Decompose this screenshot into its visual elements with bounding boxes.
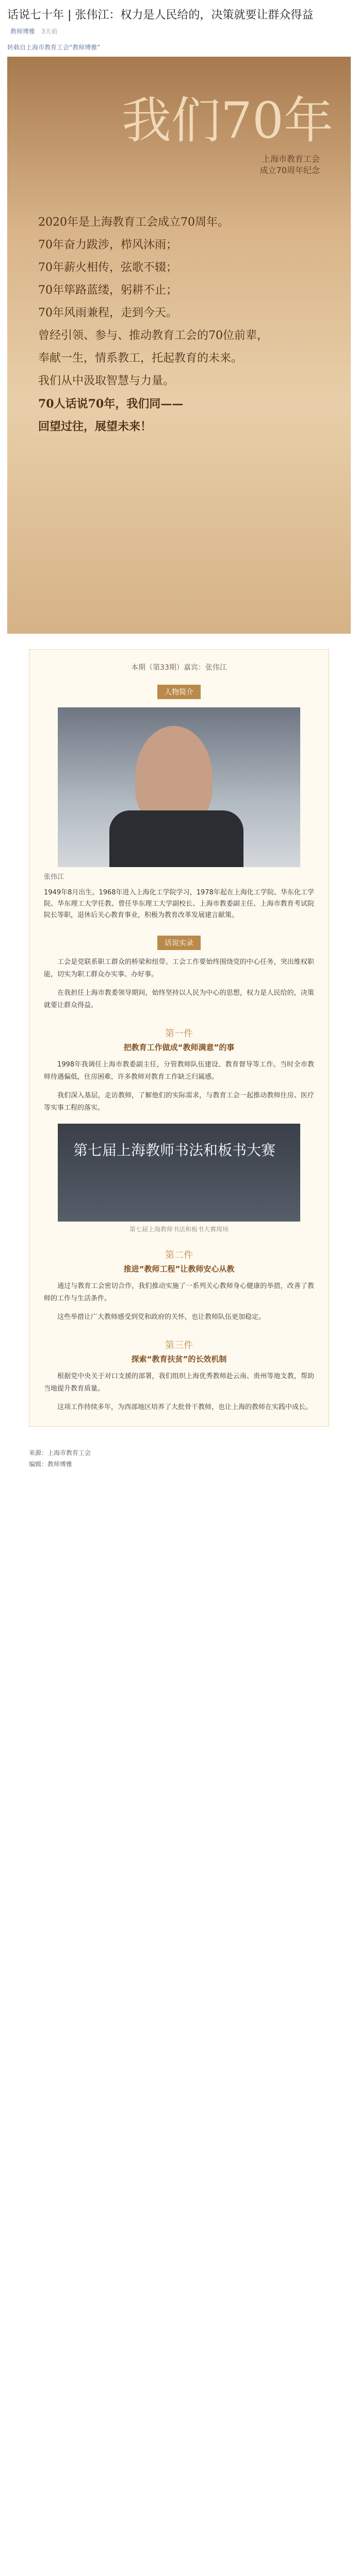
poster-big-text: 我们70年 xyxy=(121,92,333,149)
poem-line: 奉献一生，情系教工，托起教育的未来。 xyxy=(38,352,243,365)
person-name: 张伟江 xyxy=(44,873,64,881)
portrait-photo xyxy=(58,707,300,867)
photo-caption: 第七届上海教师书法和板书大赛现场 xyxy=(129,1226,229,1233)
poster-sub1: 上海市教育工会 xyxy=(262,154,320,164)
poem-line: 70年风雨兼程，走到今天。 xyxy=(38,307,177,319)
section-number: 第二件 xyxy=(165,1250,193,1261)
body-paragraph: 这项工作持续多年，为西部地区培养了大批骨干教师，也让上海的教师在实践中成长。 xyxy=(57,1403,313,1411)
body-paragraph: 根据党中央关于对口支援的部署，我们组织上海优秀教师赴云南、贵州等地支教，帮助当地提升教育质量。 xyxy=(44,1372,314,1393)
person-bio: 1949年8月出生。1968年进入上海化工学院学习，1978年起在上海化工学院、华东化工学院、华东理工大学任教、曾任华东理工大学副校长、上海市教委副主任、上海市教育考试院院长等职，退休后关心教育事业，积极为教育改革发展建言献策。 xyxy=(44,889,314,919)
body-paragraph: 通过与教育工会密切合作，我们推动实施了一系列关心教师身心健康的举措，改善了教师的工作与生活条件。 xyxy=(44,1282,314,1302)
article-meta xyxy=(7,27,351,36)
section-title: 推进“教师工程”让教师安心从教 xyxy=(123,1264,235,1274)
poster-subtitle xyxy=(260,154,320,176)
article-footer xyxy=(29,1447,329,1470)
body-paragraph: 这些举措让广大教师感受到党和政府的关怀，也让教师队伍更加稳定。 xyxy=(57,1313,266,1321)
footer-source: 来源：上海市教育工会 xyxy=(29,1449,91,1456)
intro-paragraph: 工会是党联系职工群众的桥梁和纽带。工会工作要始终围绕党的中心任务，突出维权职能，切实为职工群众办实事、办好事。 xyxy=(44,958,314,978)
article-date: 3天前 xyxy=(41,28,58,35)
section-number: 第一件 xyxy=(165,1028,193,1039)
record-tag: 话说实录 xyxy=(157,936,201,950)
issue-line: 本期（第33期）嘉宾：张伟江 xyxy=(131,664,227,672)
poem-line: 70年奋力跋涉，栉风沐雨； xyxy=(38,239,177,251)
anniversary-poster xyxy=(7,57,351,634)
body-paragraph: 1998年我调任上海市教委副主任，分管教师队伍建设、教育督导等工作。当时全市教师待遇偏低，住房困难，许多教师对教育工作缺乏归属感。 xyxy=(44,1061,314,1081)
section-heading-2 xyxy=(40,1248,318,1274)
body-paragraph: 我们深入基层，走访教师，了解他们的实际需求，与教育工会一起推动教师住房、医疗等实事工程的落实。 xyxy=(44,1092,314,1112)
profile-tag: 人物简介 xyxy=(157,685,201,699)
poem-line: 70年筚路蓝缕，躬耕不止； xyxy=(38,284,177,297)
article-title: 话说七十年 | 张伟江：权力是人民给的，决策就要让群众得益 xyxy=(7,9,314,22)
footer-editor: 编辑：教师博雅 xyxy=(29,1461,73,1468)
section-number: 第三件 xyxy=(165,1340,193,1351)
portrait-suit xyxy=(109,810,243,867)
section-heading-3 xyxy=(40,1338,318,1364)
feature-frame xyxy=(29,649,329,1427)
poem-line: 曾经引领、参与、推动教育工会的70位前辈， xyxy=(38,329,268,342)
section-title: 探索“教育扶贫”的长效机制 xyxy=(131,1354,227,1364)
event-photo xyxy=(58,1124,300,1222)
poem-line: 70人话说70年，我们同—— xyxy=(38,397,184,411)
section-heading-1 xyxy=(40,1026,318,1053)
intro-paragraph: 在我担任上海市教委领导期间，始终坚持以人民为中心的思想，权力是人民给的，决策就要让群众得益。 xyxy=(44,989,314,1009)
article-header xyxy=(0,0,358,39)
event-photo-text: 第七届上海教师书法和板书大赛 xyxy=(73,1142,276,1159)
poem-line: 2020年是上海教育工会成立70周年。 xyxy=(38,216,229,229)
poem-line: 70年薪火相传，弦歌不辍； xyxy=(38,261,177,274)
article-author[interactable]: 教师博雅 xyxy=(10,28,36,35)
poster-sub2: 成立70周年纪念 xyxy=(259,165,320,175)
poem-line: 我们从中汲取智慧与力量。 xyxy=(38,375,175,387)
section-title: 把教育工作做成“教师满意”的事 xyxy=(123,1043,235,1052)
poem-line: 回望过往，展望未来！ xyxy=(38,420,152,433)
reprint-tag[interactable]: 转载自上海市教育工会“教师博雅” xyxy=(7,44,101,51)
poster-poem xyxy=(38,211,327,438)
